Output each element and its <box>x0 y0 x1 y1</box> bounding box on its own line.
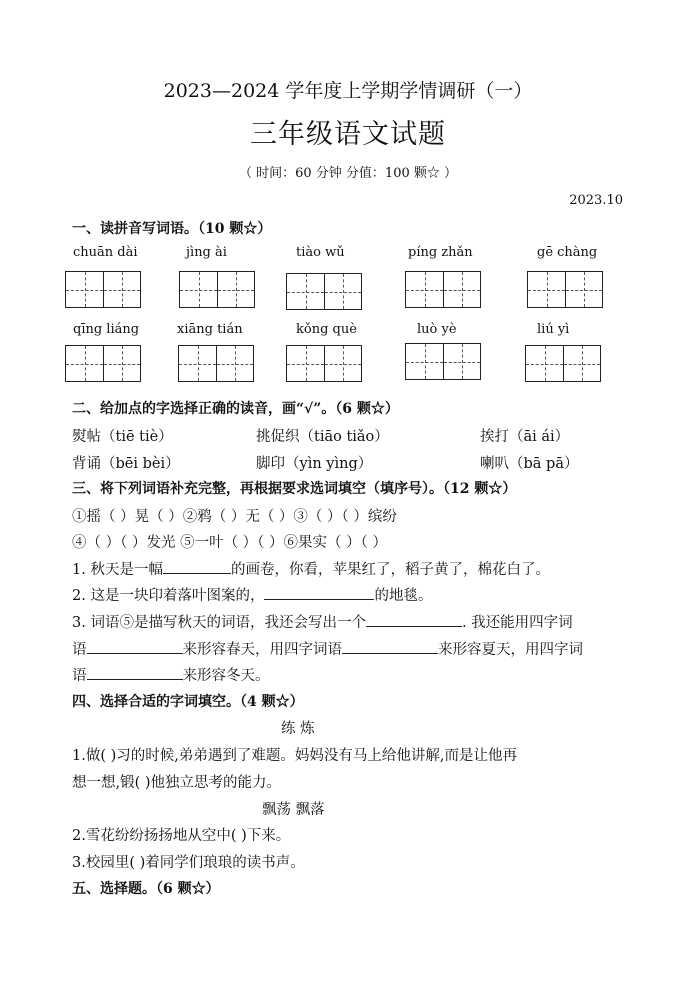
pinyin-8: kǒng què <box>296 322 357 337</box>
writing-grid[interactable] <box>179 271 255 308</box>
question-3-2: 2. 这是一块印着落叶图案的， 的地毯。 <box>72 584 432 605</box>
pinyin-4: píng zhǎn <box>408 245 473 260</box>
pinyin-5: gē chàng <box>537 245 598 260</box>
writing-grid[interactable] <box>286 273 362 310</box>
pinyin-10: liú yì <box>537 322 570 337</box>
question-4-2[interactable]: 2.雪花纷纷扬扬地从空中( )下来。 <box>72 828 291 844</box>
exam-date: 2023.10 <box>569 193 623 208</box>
writing-grid[interactable] <box>286 345 362 382</box>
section-3-heading: 三、将下列词语补充完整，再根据要求选词填空（填序号）。（12 颗☆） <box>72 481 517 497</box>
reading-choice[interactable]: 挑促织（tiāo tiǎo） <box>256 429 389 445</box>
answer-blank[interactable] <box>366 612 462 627</box>
reading-choice[interactable]: 挨打（āi ái） <box>480 429 570 445</box>
question-3-3-end: 语 来形容冬天。 <box>72 664 270 685</box>
writing-grid[interactable] <box>405 343 481 380</box>
answer-blank[interactable] <box>342 639 438 654</box>
reading-choice[interactable]: 喇叭（bā pā） <box>480 456 579 472</box>
word-options-1: 练 炼 <box>281 721 315 737</box>
word-options-2: 飘荡 飘落 <box>262 802 325 818</box>
question-4-3[interactable]: 3.校园里( )着同学们琅琅的读书声。 <box>72 855 305 871</box>
answer-blank[interactable] <box>163 559 231 574</box>
exam-title: 2023—2024 学年度上学期学情调研（一） <box>163 80 533 102</box>
fill-line-1[interactable]: ①摇（ ）晃（ ）②鸦（ ）无（ ）③（ ）（ ）缤纷 <box>72 509 397 525</box>
reading-choice[interactable]: 脚印（yìn yìng） <box>256 456 373 472</box>
question-3-1: 1. 秋天是一幅 的画卷，你看，苹果红了，稻子黄了，棉花白了。 <box>72 558 550 579</box>
writing-grid[interactable] <box>527 271 603 308</box>
pinyin-7: xiāng tián <box>177 322 243 337</box>
pinyin-6: qīng liáng <box>73 322 140 337</box>
section-5-heading: 五、选择题。（6 颗☆） <box>72 881 220 897</box>
writing-grid[interactable] <box>65 271 141 308</box>
exam-meta: （ 时间：60 分钟 分值：100 颗☆ ） <box>238 166 458 181</box>
question-4-1-cont[interactable]: 想一想,锻( )他独立思考的能力。 <box>72 775 282 791</box>
pinyin-3: tiào wǔ <box>296 245 345 260</box>
section-1-heading: 一、读拼音写词语。（10 颗☆） <box>72 221 272 237</box>
writing-grid[interactable] <box>65 345 141 382</box>
answer-blank[interactable] <box>87 639 183 654</box>
question-3-3: 3. 词语⑤是描写秋天的词语，我还会写出一个 . 我还能用四字词 <box>72 611 573 632</box>
pinyin-1: chuān dài <box>73 245 138 260</box>
reading-choice[interactable]: 熨帖（tiē tiè） <box>72 429 173 445</box>
fill-line-2[interactable]: ④（ ）（ ）发光 ⑤一叶（ ）（ ）⑥果实（ ）（ ） <box>72 535 388 551</box>
answer-blank[interactable] <box>264 585 374 600</box>
writing-grid[interactable] <box>525 345 601 382</box>
answer-blank[interactable] <box>87 665 183 680</box>
writing-grid[interactable] <box>178 345 254 382</box>
exam-subtitle: 三年级语文试题 <box>250 119 446 150</box>
question-4-1[interactable]: 1.做( )习的时候,弟弟遇到了难题。妈妈没有马上给他讲解,而是让他再 <box>72 748 517 764</box>
pinyin-9: luò yè <box>417 322 457 337</box>
reading-choice[interactable]: 背诵（bēi bèi） <box>72 456 180 472</box>
writing-grid[interactable] <box>405 271 481 308</box>
section-4-heading: 四、选择合适的字词填空。（4 颗☆） <box>72 694 304 710</box>
pinyin-2: jìng ài <box>186 245 227 260</box>
section-2-heading: 二、给加点的字选择正确的读音，画“√”。（6 颗☆） <box>72 401 399 417</box>
question-3-3-cont: 语 来形容春天，用四字词语 来形容夏天，用四字词 <box>72 638 583 659</box>
